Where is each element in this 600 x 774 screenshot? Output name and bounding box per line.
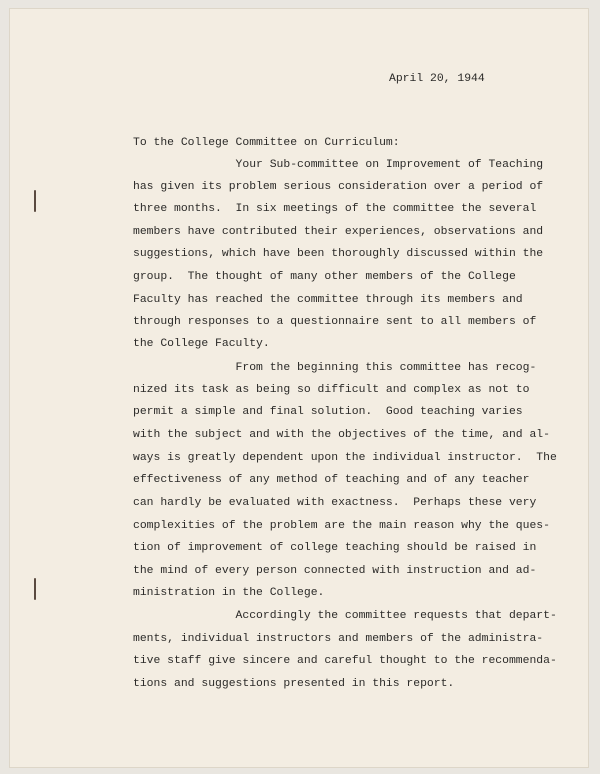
body-line: tive staff give sincere and careful thought to the recommenda- (133, 655, 557, 667)
body-line: Your Sub-committee on Improvement of Teaching (133, 159, 544, 171)
margin-mark (34, 578, 36, 600)
body-line: the mind of every person connected with instruction and ad- (133, 565, 537, 577)
body-line: the College Faculty. (133, 338, 270, 350)
body-line: From the beginning this committee has recog- (133, 362, 537, 374)
body-line: ways is greatly dependent upon the individual instructor. The (133, 452, 557, 464)
body-line: tions and suggestions presented in this report. (133, 678, 455, 690)
body-line: ministration in the College. (133, 587, 325, 599)
body-line: can hardly be evaluated with exactness. Perhaps these very (133, 497, 537, 509)
body-line: members have contributed their experiences, observations and (133, 226, 544, 238)
body-line: Accordingly the committee requests that depart- (133, 610, 557, 622)
body-line: through responses to a questionnaire sent to all members of (133, 316, 537, 328)
body-line: with the subject and with the objectives of the time, and al- (133, 429, 550, 441)
body-line: effectiveness of any method of teaching and of any teacher (133, 474, 530, 486)
salutation: To the College Committee on Curriculum: (133, 137, 400, 149)
letter-date: April 20, 1944 (389, 73, 485, 85)
body-line: nized its task as being so difficult and complex as not to (133, 384, 530, 396)
margin-mark (34, 190, 36, 212)
body-line: three months. In six meetings of the committee the several (133, 203, 537, 215)
body-line: ments, individual instructors and members of the administra- (133, 633, 544, 645)
body-line: permit a simple and final solution. Good teaching varies (133, 406, 523, 418)
body-line: suggestions, which have been thoroughly discussed within the (133, 248, 544, 260)
body-line: group. The thought of many other members of the College (133, 271, 516, 283)
body-line: has given its problem serious consideration over a period of (133, 181, 544, 193)
body-line: Faculty has reached the committee through its members and (133, 294, 523, 306)
body-line: complexities of the problem are the main reason why the ques- (133, 520, 550, 532)
body-line: tion of improvement of college teaching should be raised in (133, 542, 537, 554)
